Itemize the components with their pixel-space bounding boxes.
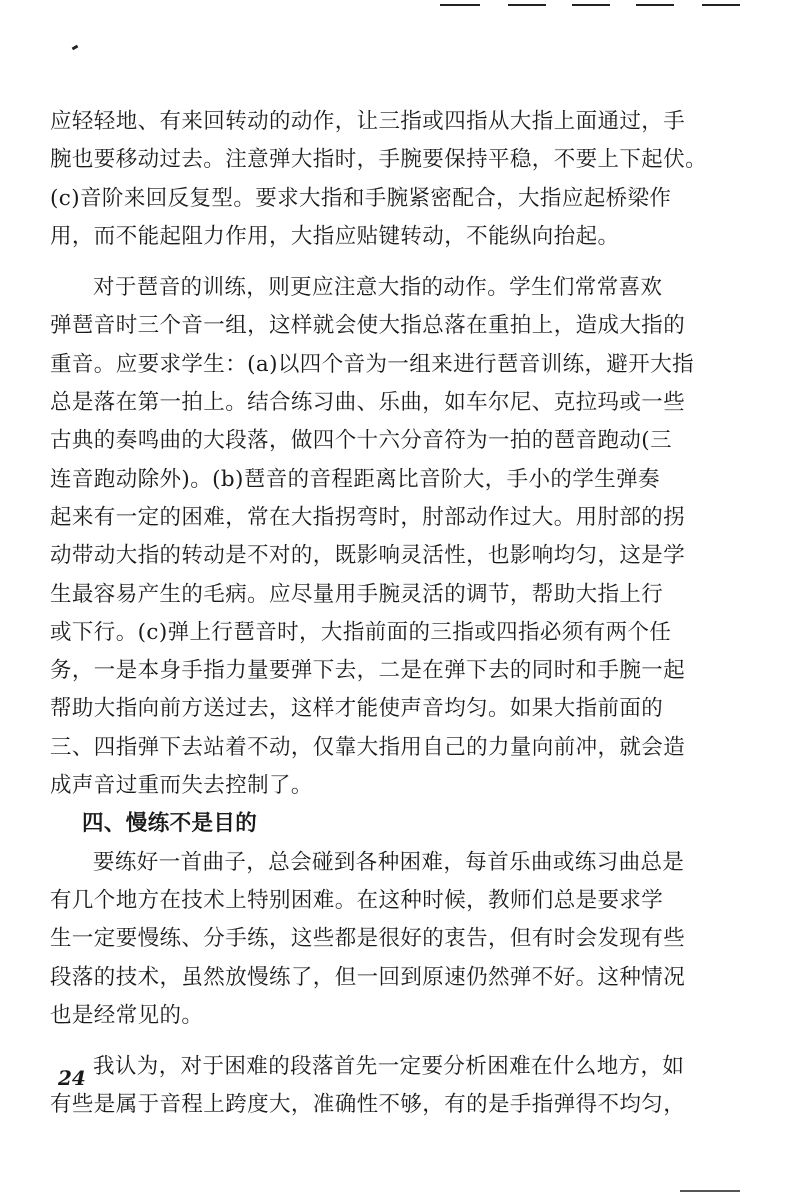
text-line: 也是经常见的。 bbox=[50, 1002, 204, 1028]
page-body bbox=[50, 103, 750, 1125]
text-line: 务，一是本身手指力量要弹下去，二是在弹下去的同时和手腕一起 bbox=[50, 658, 686, 684]
paragraph-4 bbox=[50, 1048, 750, 1125]
page-number: 24 bbox=[58, 1066, 86, 1090]
scan-mark-top-3 bbox=[572, 4, 610, 6]
paragraph-3 bbox=[50, 844, 750, 1035]
text-line: 动带动大指的转动是不对的，既影响灵活性，也影响均匀，这是学 bbox=[50, 543, 686, 569]
scan-mark-top-2 bbox=[508, 4, 546, 6]
text-line: (c)音阶来回反复型。要求大指和手腕紧密配合，大指应起桥梁作 bbox=[50, 185, 672, 211]
text-line: 段落的技术，虽然放慢练了，但一回到原速仍然弹不好。这种情况 bbox=[50, 964, 686, 990]
scan-mark-top-5 bbox=[702, 4, 740, 6]
text-line: 生一定要慢练、分手练，这些都是很好的衷告，但有时会发现有些 bbox=[50, 926, 686, 952]
text-line: 有几个地方在技术上特别困难。在这种时候，教师们总是要求学 bbox=[50, 887, 664, 913]
text-line: 总是落在第一拍上。结合练习曲、乐曲，如车尔尼、克拉玛或一些 bbox=[50, 390, 686, 416]
paragraph-1 bbox=[50, 103, 750, 256]
paragraph-2 bbox=[50, 269, 750, 805]
paragraph-gap bbox=[50, 1035, 750, 1048]
scan-mark-bottom bbox=[680, 1190, 740, 1192]
text-line: 对于琶音的训练，则更应注意大指的动作。学生们常常喜欢 bbox=[93, 275, 663, 301]
text-line: 帮助大指向前方送过去，这样才能使声音均匀。如果大指前面的 bbox=[50, 696, 664, 722]
text-line: 生最容易产生的毛病。应尽量用手腕灵活的调节，帮助大指上行 bbox=[50, 581, 664, 607]
text-line: 连音跑动除外)。(b)琶音的音程距离比音阶大，手小的学生弹奏 bbox=[50, 466, 660, 492]
text-line: 三、四指弹下去站着不动，仅靠大指用自己的力量向前冲，就会造 bbox=[50, 734, 686, 760]
text-line: 应轻轻地、有来回转动的动作，让三指或四指从大指上面通过，手 bbox=[50, 109, 686, 134]
text-line: 要练好一首曲子，总会碰到各种困难，每首乐曲或练习曲总是 bbox=[93, 849, 685, 875]
scan-mark-corner bbox=[72, 45, 79, 51]
text-line: 弹琶音时三个音一组，这样就会使大指总落在重拍上，造成大指的 bbox=[50, 313, 686, 339]
text-line: 用，而不能起阻力作用，大指应贴键转动，不能纵向抬起。 bbox=[50, 223, 620, 249]
scan-mark-top-4 bbox=[636, 4, 674, 6]
scan-mark-top-1 bbox=[440, 4, 480, 6]
text-line: 成声音过重而失去控制了。 bbox=[50, 773, 313, 799]
text-line: 有些是属于音程上跨度大，准确性不够，有的是手指弹得不均匀， bbox=[50, 1092, 686, 1118]
paragraph-gap bbox=[50, 256, 750, 269]
text-line: 或下行。(c)弹上行琶音时，大指前面的三指或四指必须有两个任 bbox=[50, 619, 672, 645]
text-line: 古典的奏鸣曲的大段落，做四个十六分音符为一拍的琶音跑动(三 bbox=[50, 428, 672, 454]
text-line: 重音。应要求学生：(a)以四个音为一组来进行琶音训练，避开大指 bbox=[50, 351, 694, 377]
text-line: 我认为，对于困难的段落首先一定要分析困难在什么地方，如 bbox=[93, 1054, 685, 1080]
section-heading: 四、慢练不是目的 bbox=[82, 811, 258, 837]
text-line: 起来有一定的困难，常在大指拐弯时，肘部动作过大。用肘部的拐 bbox=[50, 504, 686, 530]
text-line: 腕也要移动过去。注意弹大指时，手腕要保持平稳，不要上下起伏。 bbox=[50, 147, 708, 173]
